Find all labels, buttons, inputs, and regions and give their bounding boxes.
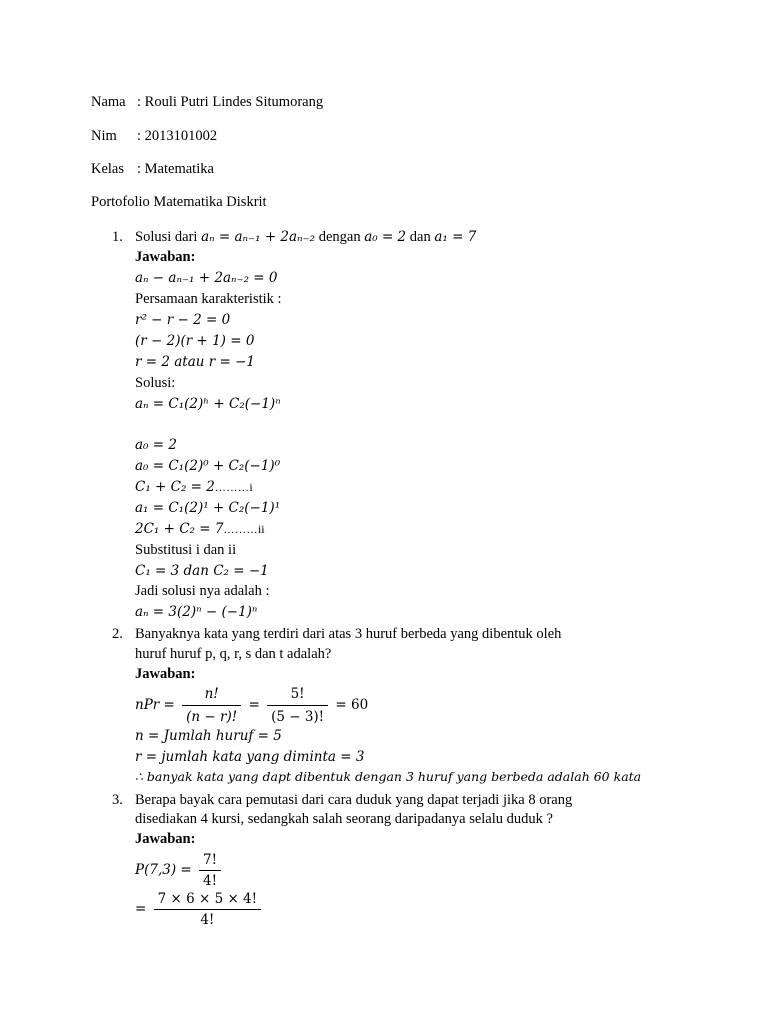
kelas-row xyxy=(91,160,214,178)
q1-step-eq-i xyxy=(135,478,253,497)
q2-jawaban-label: Jawaban: xyxy=(135,666,196,682)
name-row xyxy=(91,93,323,111)
q2-def-n: n = Jumlah huruf = 5 xyxy=(135,728,282,744)
q3-p-lhs: P(7,3) = xyxy=(135,862,192,878)
q2-conclusion: ∴ banyak kata yang dapt dibentuk dengan 3 huruf yang berbeda adalah 60 kata xyxy=(135,769,642,784)
q1-eq-ii-expr: 2C₁ + C₂ = 7 xyxy=(135,521,224,537)
nim-label: Nim xyxy=(91,128,117,144)
q3-eq2-lhs: = xyxy=(135,901,147,917)
q2-number: 2. xyxy=(112,626,123,642)
q2-question-line2: huruf huruf p, q, r, s dan t adalah? xyxy=(135,646,332,662)
q1-step-constants: C₁ = 3 dan C₂ = −1 xyxy=(135,563,269,579)
q1-step-substitusi: Substitusi i dan ii xyxy=(135,542,237,558)
q3-permutation-formula xyxy=(135,851,224,890)
q1-question-initial-a0: a₀ = 2 xyxy=(364,229,407,245)
q1-step-jadi: Jadi solusi nya adalah : xyxy=(135,583,270,599)
q3-frac1-numerator: 7! xyxy=(199,851,221,871)
q2-def-r: r = jumlah kata yang diminta = 3 xyxy=(135,749,365,765)
q1-step-a0-value: a₀ = 2 xyxy=(135,437,177,453)
q2-frac2-numerator: 5! xyxy=(267,684,328,706)
q1-eq-ii-dots: ……… xyxy=(223,524,258,536)
document-title: Portofolio Matematika Diskrit xyxy=(91,194,267,210)
q3-expanded-formula xyxy=(135,890,264,929)
q2-npr-formula: nPr = $\frac{n!}{(n - r)!}$ = $\frac{5!}{(5 - 3)!}$ = 60 xyxy=(135,686,369,725)
q2-npr-fraction-values xyxy=(267,684,328,727)
q3-fraction-factorial xyxy=(199,851,221,890)
kelas-label: Kelas xyxy=(91,161,125,177)
q3-frac1-denominator: 4! xyxy=(203,873,218,889)
q3-jawaban-label: Jawaban: xyxy=(135,831,196,847)
q2-npr-lhs: nPr = xyxy=(135,697,175,713)
q1-question-mid: dengan xyxy=(318,229,361,245)
q1-question-initial-a1: a₁ = 7 xyxy=(434,229,477,245)
name-label: Nama xyxy=(91,94,126,110)
q1-step-homogeneous: aₙ − aₙ₋₁ + 2aₙ₋₂ = 0 xyxy=(135,270,278,286)
q1-step-a1-expanded: a₁ = C₁(2)¹ + C₂(−1)¹ xyxy=(135,500,281,516)
nim-row xyxy=(91,127,217,145)
q1-eq-i-expr: C₁ + C₂ = 2 xyxy=(135,479,215,495)
q2-frac2-denominator: (5 − 3)! xyxy=(271,709,325,725)
q3-frac2-denominator: 4! xyxy=(200,912,215,928)
q1-eq-i-dots: ……… xyxy=(214,482,250,494)
q1-final-solution: aₙ = 3(2)ⁿ − (−1)ⁿ xyxy=(135,604,258,620)
q2-frac1-denominator: (n − r)! xyxy=(186,709,238,725)
q2-npr-result: = 60 xyxy=(335,697,369,713)
q1-step-label-karakteristik: Persamaan karakteristik : xyxy=(135,291,282,307)
q1-question-prefix: Solusi dari xyxy=(135,229,198,245)
q1-step-general-solution: aₙ = C₁(2)ʰ + C₂(−1)ⁿ xyxy=(135,396,281,412)
q3-frac2-numerator: 7 × 6 × 5 × 4! xyxy=(154,890,261,910)
q3-question-line2: disediakan 4 kursi, sedangkah salah seorang daripadanya selalu duduk ? xyxy=(135,811,553,827)
q2-frac1-numerator: n! xyxy=(182,684,241,706)
q1-jawaban-label: Jawaban: xyxy=(135,249,196,265)
kelas-value: : Matematika xyxy=(137,161,214,177)
q3-number: 3. xyxy=(112,792,123,808)
q1-step-a0-expanded: a₀ = C₁(2)⁰ + C₂(−1)⁰ xyxy=(135,458,281,474)
q1-question-dan: dan xyxy=(409,229,431,245)
q1-step-label-solusi: Solusi: xyxy=(135,375,176,391)
q1-eq-ii-tag: ii xyxy=(257,522,265,536)
q1-step-factor: (r − 2)(r + 1) = 0 xyxy=(135,333,255,349)
q1-question xyxy=(135,228,476,246)
q1-step-roots: r = 2 atau r = −1 xyxy=(135,354,255,370)
q2-question-line1: Banyaknya kata yang terdiri dari atas 3 huruf berbeda yang dibentuk oleh xyxy=(135,626,562,642)
q3-question-line1: Berapa bayak cara pemutasi dari cara duduk yang dapat terjadi jika 8 orang xyxy=(135,792,573,808)
q1-step-char-eq: r² − r − 2 = 0 xyxy=(135,312,231,328)
name-value: : Rouli Putri Lindes Situmorang xyxy=(137,94,324,110)
q2-npr-fraction-general xyxy=(182,684,241,727)
q1-number: 1. xyxy=(112,229,123,245)
q3-fraction-expanded xyxy=(154,890,261,929)
q1-question-recurrence: aₙ = aₙ₋₁ + 2aₙ₋₂ xyxy=(201,229,316,245)
q1-step-eq-ii xyxy=(135,520,265,539)
nim-value: : 2013101002 xyxy=(137,128,218,144)
q1-eq-i-tag: i xyxy=(249,480,253,494)
